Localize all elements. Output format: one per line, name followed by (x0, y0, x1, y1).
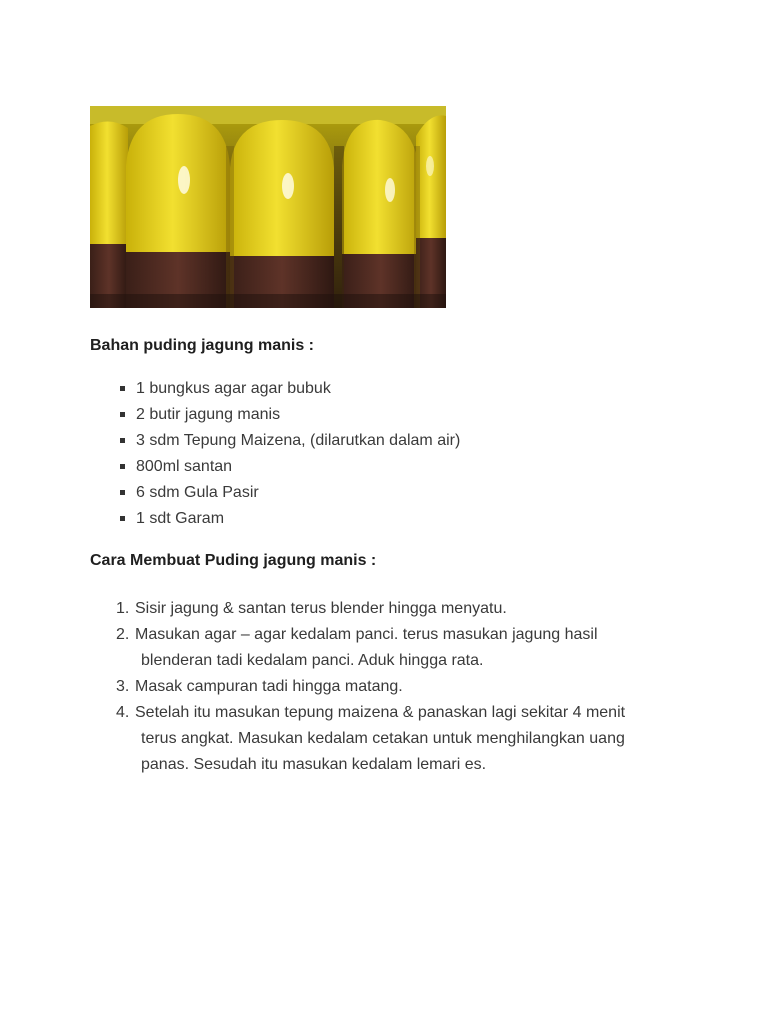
ingredients-list (120, 378, 460, 534)
steps-list (116, 596, 686, 778)
bullet-square-icon (120, 464, 125, 469)
step-line: Setelah itu masukan tepung maizena & panaskan lagi sekitar 4 menit (135, 704, 626, 721)
step-item (116, 674, 686, 700)
bullet-square-icon (120, 386, 125, 391)
step-line: Sisir jagung & santan terus blender hingga menyatu. (135, 600, 507, 617)
step-text (135, 596, 686, 622)
step-text (135, 674, 686, 700)
list-item (120, 404, 460, 430)
step-number: 4. (116, 704, 130, 721)
step-text (135, 700, 686, 778)
bullet-square-icon (120, 516, 125, 521)
step-number: 1. (116, 600, 130, 617)
bullet-square-icon (120, 412, 125, 417)
step-item (116, 596, 686, 622)
ingredient-text: 1 bungkus agar agar bubuk (136, 380, 331, 397)
corn-pudding-photo (90, 106, 446, 308)
list-item (120, 456, 460, 482)
ingredient-text: 1 sdt Garam (136, 510, 225, 527)
step-line: Masak campuran tadi hingga matang. (135, 678, 403, 695)
step-line: blenderan tadi kedalam panci. Aduk hingga rata. (141, 652, 484, 669)
corn-pudding-image (90, 106, 446, 308)
steps-heading: Cara Membuat Puding jagung manis : (90, 552, 377, 569)
ingredient-text: 3 sdm Tepung Maizena, (dilarutkan dalam air) (136, 432, 461, 449)
list-item (120, 482, 460, 508)
bullet-square-icon (120, 490, 125, 495)
step-text (135, 622, 686, 674)
list-item (120, 508, 460, 534)
ingredients-heading: Bahan puding jagung manis : (90, 337, 314, 354)
step-line: Masukan agar – agar kedalam panci. terus masukan jagung hasil (135, 626, 598, 643)
ingredient-text: 6 sdm Gula Pasir (136, 484, 259, 501)
bullet-square-icon (120, 438, 125, 443)
step-line: terus angkat. Masukan kedalam cetakan untuk menghilangkan uang (141, 730, 625, 747)
step-item (116, 700, 686, 778)
step-number: 2. (116, 626, 130, 643)
step-line: panas. Sesudah itu masukan kedalam lemari es. (141, 756, 487, 773)
list-item (120, 378, 460, 404)
list-item (120, 430, 460, 456)
ingredient-text: 800ml santan (136, 458, 233, 475)
step-number: 3. (116, 678, 130, 695)
ingredient-text: 2 butir jagung manis (136, 406, 281, 423)
step-item (116, 622, 686, 674)
